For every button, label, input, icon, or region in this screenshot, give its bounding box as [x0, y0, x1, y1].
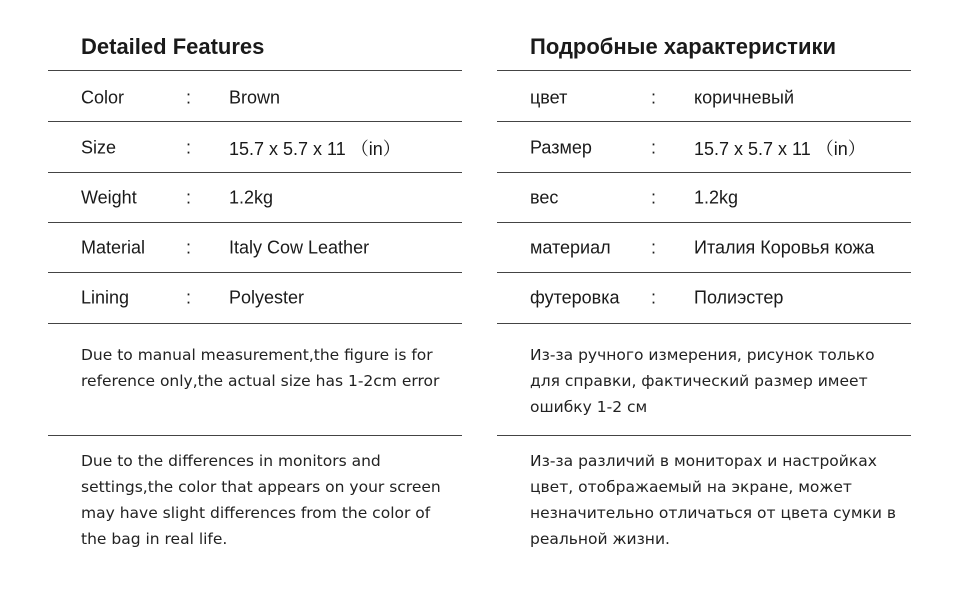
spec-label: вес	[530, 187, 559, 208]
spec-separator: :	[651, 187, 657, 208]
spec-value: 15.7 x 5.7 x 11 （in）	[694, 139, 866, 159]
spec-label: Color	[81, 87, 125, 108]
divider	[48, 121, 462, 122]
spec-row-lining	[497, 273, 911, 323]
spec-value: 1.2kg	[694, 187, 739, 208]
spec-separator: :	[186, 287, 192, 308]
spec-separator: :	[186, 237, 192, 258]
color-note: Из-за различий в мониторах и настройках цвет, отображаемый на экране, может незначительно отличаться от цвета сумки в реальной жизни.	[530, 452, 897, 548]
spec-label: Size	[81, 137, 117, 158]
spec-label: Material	[81, 237, 146, 258]
spec-separator: :	[651, 287, 657, 308]
russian-features-column	[497, 0, 911, 607]
spec-label: Размер	[530, 137, 592, 158]
spec-label: Weight	[81, 187, 137, 208]
spec-separator: :	[651, 237, 657, 258]
spec-value: коричневый	[694, 87, 795, 108]
section-title: Подробные характеристики	[530, 34, 837, 59]
divider	[497, 435, 911, 436]
spec-row-color	[497, 73, 911, 123]
spec-value: Италия Коровья кожа	[694, 237, 875, 258]
spec-row-weight	[48, 173, 462, 223]
spec-label: футеровка	[530, 287, 620, 308]
spec-separator: :	[651, 137, 657, 158]
spec-value: 1.2kg	[229, 187, 274, 208]
divider	[497, 121, 911, 122]
color-note: Due to the differences in monitors and settings,the color that appears on your screen may have slight differences from the color of the bag in real life.	[81, 452, 441, 548]
divider	[48, 70, 462, 71]
spec-value: 15.7 x 5.7 x 11 （in）	[229, 139, 401, 159]
spec-separator: :	[651, 87, 657, 108]
divider	[497, 323, 911, 324]
spec-row-lining	[48, 273, 462, 323]
spec-value: Полиэстер	[694, 287, 784, 308]
english-features-column	[48, 0, 462, 607]
measurement-note: Due to manual measurement,the figure is for reference only,the actual size has 1-2cm error	[81, 346, 440, 390]
spec-label: материал	[530, 237, 611, 258]
spec-separator: :	[186, 137, 192, 158]
spec-value: Brown	[229, 87, 281, 108]
spec-row-size	[48, 123, 462, 173]
spec-label: цвет	[530, 87, 568, 108]
spec-row-size	[497, 123, 911, 173]
spec-label: Lining	[81, 287, 130, 308]
spec-row-weight	[497, 173, 911, 223]
divider	[48, 435, 462, 436]
spec-row-material	[48, 223, 462, 273]
spec-value: Polyester	[229, 287, 305, 308]
divider	[48, 323, 462, 324]
spec-row-color	[48, 73, 462, 123]
spec-separator: :	[186, 87, 192, 108]
spec-row-material	[497, 223, 911, 273]
divider	[497, 70, 911, 71]
spec-value: Italy Cow Leather	[229, 237, 370, 258]
spec-separator: :	[186, 187, 192, 208]
section-title: Detailed Features	[81, 34, 265, 59]
measurement-note: Из-за ручного измерения, рисунок только для справки, фактический размер имеет ошибку 1-2 см	[530, 346, 875, 416]
